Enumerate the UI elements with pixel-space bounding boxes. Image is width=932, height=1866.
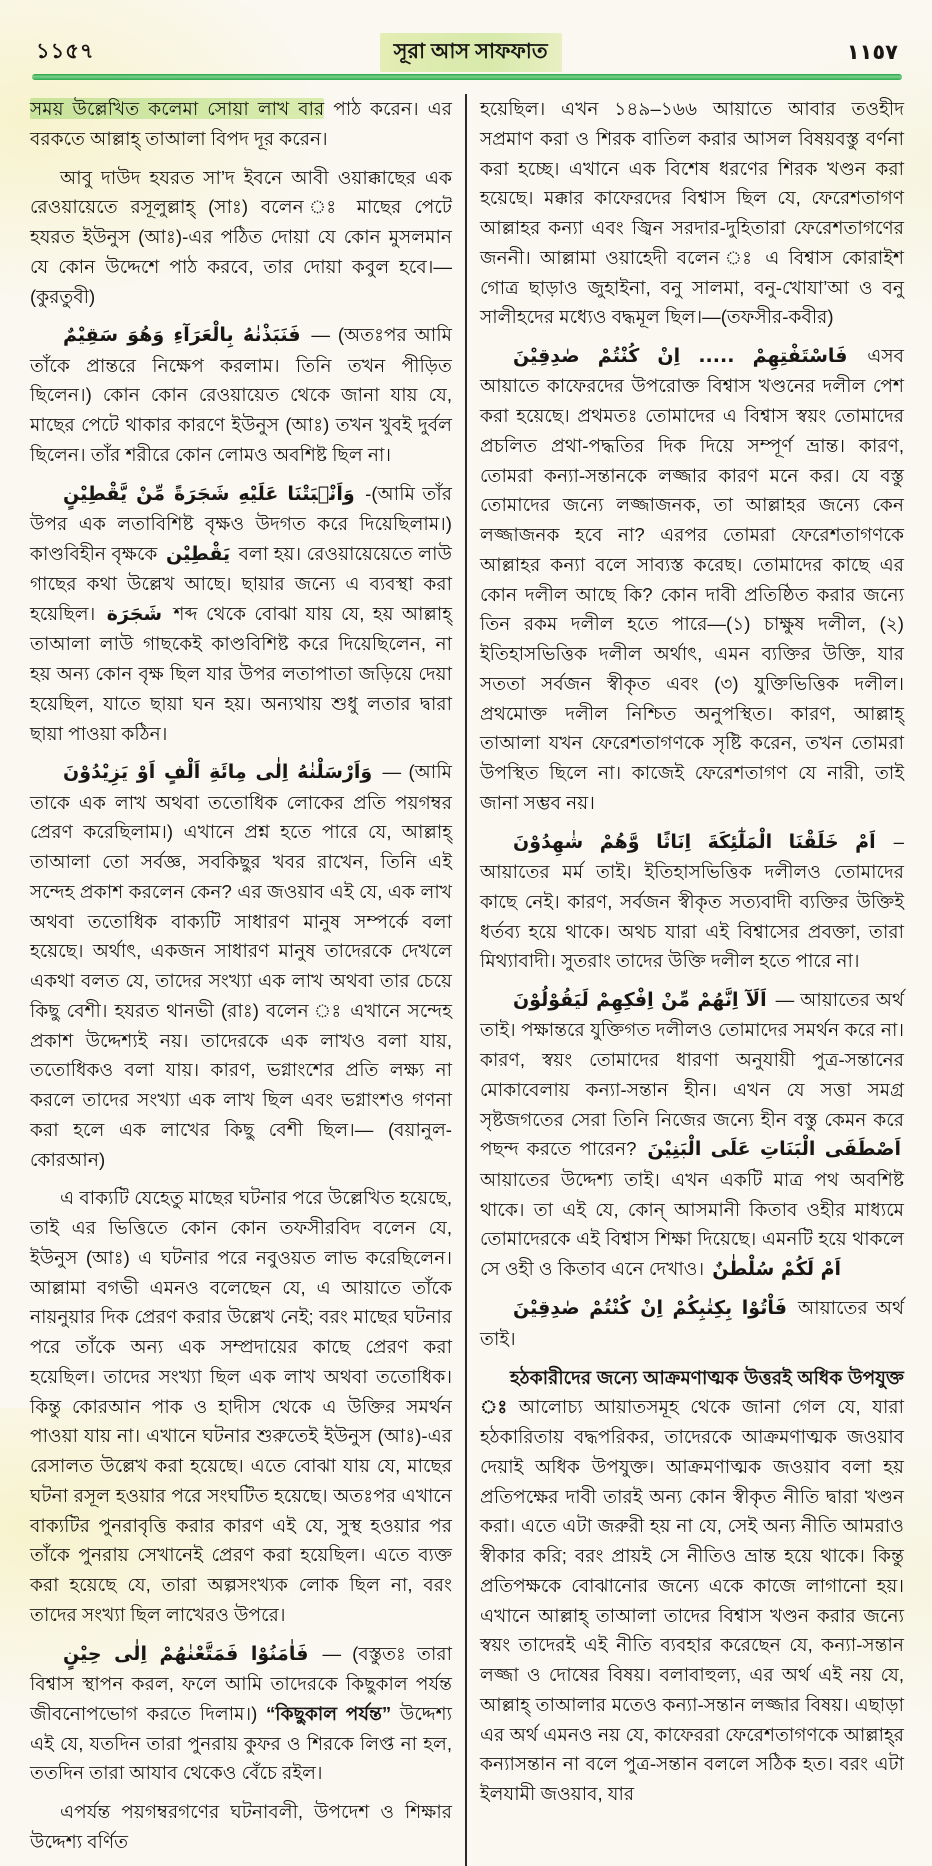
paragraph — [30, 320, 452, 469]
paragraph — [480, 827, 904, 976]
arabic-quote: فَاْتُوْا بِكِتٰبِكُمْ اِنْ كُنْتُمْ صٰدِقِيْنَ — [513, 1297, 787, 1320]
header-rule — [32, 74, 902, 80]
text-run: — (অতঃপর আমি তাঁকে প্রান্তরে নিক্ষেপ করলাম। তিনি তখন পীড়িত ছিলেন।) কোন কোন রেওয়ায়েত থেকে জানা যায় যে, মাছের পেটে থাকার কারণে ইউনুস (আঃ) তখন খুবই দুর্বল ছিলেন। তাঁর শরীরে কোন লোমও অবশিষ্ট ছিল না। — [30, 324, 453, 465]
arabic-quote: فَاٰمَنُوْا فَمَتَّعْنٰهُمْ اِلٰى حِيْنٍ — [63, 1642, 309, 1665]
arabic-quote: يَقْطِيْن — [165, 542, 231, 565]
page-title: সূরা আস সাফফাত — [380, 33, 562, 72]
paragraph — [480, 985, 904, 1284]
paragraph — [30, 1797, 452, 1857]
paragraph — [30, 94, 452, 154]
text-run: এসব আয়াতে কাফেরদের উপরোক্ত বিশ্বাস খণ্ডনের দলীল পেশ করা হয়েছে। প্রথমতঃ তোমাদের এ বিশ্বাস স্বয়ং তোমাদের প্রচলিত প্রথা-পদ্ধতির দিক দিয়ে সম্পূর্ণ ভ্রান্ত। কারণ, তোমরা কন্যা-সন্তানকে লজ্জার কারণ মনে কর। যে বস্তু তোমাদের জন্যে লজ্জাজনক, তা আল্লাহর জন্যে কেন লজ্জাজনক হবে না? এরপর তোমরা ফেরেশতাগণকে আল্লাহর কন্যা বলে সাব্যস্ত করেছ। তোমাদের কাছে এর কোন দলীল আছে কি? কোন দাবী প্রতিষ্ঠিত করার জন্যে তিন রকম দলীল হতে পারে—(১) চাক্ষুষ দলীল, (২) ইতিহাসভিত্তিক দলীল অর্থাৎ, এমন ব্যক্তির উক্তি, যার সততা সর্বজন স্বীকৃত এবং (৩) যুক্তিভিত্তিক দলীল। প্রথমোক্ত দলীল নিশ্চিত অনুপস্থিত। কারণ, আল্লাহ্ তাআলা যখন ফেরেশতাগণকে সৃষ্টি করেন, তখন তোমরা উপস্থিত ছিলে না। কাজেই ফেরেশতাগণ যে নারী, তাই জানা সম্ভব নয়। — [480, 345, 904, 813]
paragraph — [480, 94, 904, 332]
text-run: আলোচ্য আয়াতসমূহ থেকে জানা গেল যে, যারা হঠকারিতায় বদ্ধপরিকর, তাদেরকে আক্রমণাত্মক জওয়াব দেয়াই অধিক উপযুক্ত। আক্রমণাত্মক জওয়াব বলা হয় প্রতিপক্ষের দাবী তারই অন্য কোন স্বীকৃত নীতি দ্বারা খণ্ডন করা। এতে এটা জরুরী হয় না যে, সেই অন্য নীতি আমরাও স্বীকার করি; বরং প্রায়ই সে নীতিও ভ্রান্ত হয়ে থাকে। কিন্তু প্রতিপক্ষকে বোঝানোর জন্যে একে কাজে লাগানো হয়। এখানে আল্লাহ্ তাআলা তাদের বিশ্বাস খণ্ডন করার জন্যে স্বয়ং তাদেরই এই নীতি ব্যবহার করেছেন যে, কন্যা-সন্তান লজ্জা ও দোষের বিষয়। বলাবাহুল্য, এর অর্থ এই নয় যে, আল্লাহ্ তাআলার মতেও কন্যা-সন্তান লজ্জার বিষয়। এছাড়া এর অর্থ এমনও নয় যে, কাফেররা ফেরেশতাগণকে আল্লাহ্‌র কন্যাসন্তান না বলে পুত্র-সন্তান বললে সঠিক হত। বরং এটা ইলযামী জওয়াব, যার — [480, 1396, 904, 1805]
page-header — [36, 34, 898, 70]
paragraph — [30, 757, 452, 1174]
paragraph — [480, 1293, 904, 1353]
text-run: হঠকারীদের জন্যে আক্রমণাত্মক উত্তরই অধিক উপযুক্ত ঃ — [480, 1366, 904, 1418]
text-run: আবু দাউদ হযরত সা’দ ইবনে আবী ওয়াক্কাছের এক রেওয়ায়েতে রসূলুল্লাহ্ (সাঃ) বলেন ঃ মাছের পেটে হযরত ইউনুস (আঃ)-এর পঠিত দোয়া যে কোন মুসলমান যে কোন উদ্দেশে পাঠ করবে, তার দোয়া কবুল হবে।—(কুরতুবী) — [30, 166, 452, 307]
column-left — [30, 94, 467, 1866]
text-run: উদ্দেশ্য এই যে, যতদিন তারা পুনরায় কুফর ও শিরকে লিপ্ত না হল, ততদিন তারা আযাব থেকেও বেঁচে রইল। — [30, 1702, 452, 1784]
text-run: এপর্যন্ত পয়গম্বরগণের ঘটনাবলী, উপদেশ ও শিক্ষার উদ্দেশ্য বর্ণিত — [30, 1801, 452, 1852]
paragraph — [480, 341, 904, 818]
text-run: — আয়াতের অর্থ তাই। পক্ষান্তরে যুক্তিগত দলীলও তোমাদের সমর্থন করে না। কারণ, স্বয়ং তোমাদের ধারণা অনুযায়ী পুত্র-সন্তানের মোকাবেলায় কন্যা-সন্তান হীন। এখন যে সত্তা সমগ্র সৃষ্টজগতের সেরা তিনি নিজের জন্যে হীন বস্তু কেমন করে পছন্দ করতে পারেন? — [480, 989, 904, 1160]
text-columns — [30, 94, 904, 1866]
paragraph — [480, 1363, 904, 1809]
arabic-quote: اَمْ خَلَقْنَا الْمَلٰٓئِكَةَ اِنَاثًا وَّهُمْ شٰهِدُوْنَ — [513, 830, 876, 853]
text-run: শব্দ থেকে বোঝা যায় যে, হয় আল্লাহ্ তাআলা লাউ গাছকেই কাণ্ডবিশিষ্ট করে দিয়েছিলেন, না হয় অন্য কোন বৃক্ষ ছিল যার উপর লতাপাতা জড়িয়ে দেয়া হয়েছিল, যাতে ছায়া ঘন হয়। অন্যথায় শুধু লতার দ্বারা ছায়া পাওয়া কঠিন। — [30, 602, 453, 744]
paragraph — [30, 1639, 452, 1788]
text-run: পাঠ করেন। এর বরকতে আল্লাহ্ তাআলা বিপদ দূর করেন। — [30, 98, 452, 149]
text-run: আয়াতের উদ্দেশ্য তাই। এখন একটি মাত্র পথ অবশিষ্ট থাকে। তা এই যে, কোন্ আসমানী কিতাব ওহীর মাধ্যমে তোমাদেরকে এই বিশ্বাস শিক্ষা দিয়েছে। এমনটি হয়ে থাকলে সে ওহী ও কিতাব এনে দেখাও। — [480, 1168, 904, 1280]
arabic-quote: شَجَرَة — [106, 602, 163, 625]
page-number-left: ১১৫৭ — [36, 39, 95, 63]
paragraph — [30, 1183, 452, 1629]
page-title-wrap — [95, 33, 847, 72]
text-run: এ বাক্যটি যেহেতু মাছের ঘটনার পরে উল্লেখিত হয়েছে, তাই এর ভিত্তিতে কোন কোন তফসীরবিদ বলেন যে, ইউনুস (আঃ) এ ঘটনার পরে নবুওয়ত লাভ করেছিলেন। আল্লামা বগভী এমনও বলেছেন যে, এ আয়াতে তাঁকে নায়নুয়ার দিক প্রেরণ করার উল্লেখ নেই; বরং মাছের ঘটনার পরে তাঁকে অন্য এক সম্প্রদায়ের কাছে প্রেরণ করা হয়েছিল। তাদের সংখ্যা ছিল এক লাখ অথবা ততোধিক। কিন্তু কোরআন পাক ও হাদীস থেকে এ উক্তির সমর্থন পাওয়া যায় না। এখানে ঘটনার শুরুতেই ইউনুস (আঃ)-এর রেসালত উল্লেখ করা হয়েছে। এতে বোঝা যায় যে, মাছের ঘটনা রসূল হওয়ার পরে সংঘটিত হয়েছে। অতঃপর এখানে বাক্যটির পুনরাবৃত্তি করার কারণ এই যে, সুস্থ হওয়ার পর তাঁকে পুনরায় সেখানেই প্রেরণ করা হয়েছিল। এতে ব্যক্ত করা হয়েছে যে, তারা অল্পসংখ্যক লোক ছিল না, বরং তাদের সংখ্যা ছিল লাখেরও উপরে। — [30, 1187, 452, 1625]
text-run: — (বস্তুতঃ তারা বিশ্বাস স্থাপন করল, ফলে আমি তাদেরকে কিছুকাল পর্যন্ত জীবনোপভোগ করতে দিলাম।) — [30, 1642, 452, 1724]
arabic-quote: وَاَرْسَلْنٰهُ اِلٰى مِائَةِ اَلْفٍ اَوْ يَزِيْدُوْنَ — [63, 761, 373, 784]
text-run: — (আমি তাকে এক লাখ অথবা ততোধিক লোকের প্রতি পয়গম্বর প্রেরণ করেছিলাম।) এখানে প্রশ্ন হতে পারে যে, আল্লাহ্ তাআলা তো সর্বজ্ঞ, সবকিছুর খবর রাখেন, তিনি এই সন্দেহ প্রকাশ করলেন কেন? এর জওয়াব এই যে, এক লাখ অথবা ততোধিক বাক্যটি সাধারণ মানুষ সম্পর্কে বলা হয়েছে। অর্থাৎ, একজন সাধারণ মানুষ তাদেরকে দেখলে একথা বলত যে, তাদের সংখ্যা এক লাখ অথবা তার চেয়ে কিছু বেশী। হযরত থানভী (রাঃ) বলেন ঃ এখানে সন্দেহ প্রকাশ উদ্দেশ্যই নয়। তাদেরকে এক লাখও বলা যায়, ততোধিকও বলা যায়। কারণ, ভগ্নাংশের প্রতি লক্ষ্য না করলে তাদের সংখ্যা এক লাখ ছিল এবং ভগ্নাংশও গণনা করা হলে এক লাখের কিছু বেশী ছিল।— (বয়ানুল-কোরআন) — [30, 761, 452, 1170]
arabic-quote: اَمْ لَكُمْ سُلْطٰنٌ — [712, 1258, 842, 1281]
arabic-quote: فَاسْتَفْتِهِمْ ..... اِنْ كُنْتُمْ صٰدِقِيْنَ — [513, 345, 848, 367]
text-run: আয়াতের অর্থ তাই। — [480, 1297, 904, 1349]
text-run: হয়েছিল। এখন ১৪৯–১৬৬ আয়াতে আবার তওহীদ সপ্রমাণ করা ও শিরক বাতিল করার আসল বিষয়বস্তু বর্ণনা করা হচ্ছে। এখানে এক বিশেষ ধরণের শিরক খণ্ডন করা হয়েছে। মক্কার কাফেরদের বিশ্বাস ছিল যে, ফেরেশতাগণ আল্লাহর কন্যা এবং জ্বিন সরদার-দুহিতারা ফেরেশতাগণের জননী। আল্লামা ওয়াহেদী বলেন ঃ এ বিশ্বাস কোরাইশ গোত্র ছাড়াও জুহাইনা, বনু সালমা, বনু-খোযা’আ ও বনু সালীহদের মধ্যেও বদ্ধমূল ছিল।—(তফসীর-কবীর) — [480, 98, 904, 328]
paragraph — [30, 479, 452, 749]
column-right — [467, 94, 904, 1866]
arabic-quote: اَلَآ اِنَّهُمْ مِّنْ اِفْكِهِمْ لَيَقُوْلُوْنَ — [513, 989, 767, 1012]
paragraph — [30, 163, 452, 312]
arabic-quote: اَصْطَفَى الْبَنَاتِ عَلَى الْبَنِيْنَ — [647, 1138, 901, 1161]
text-run: বলা হয়। রেওয়ায়েয়েতে লাউ গাছের কথা উল্লেখ আছে। ছায়ার জন্যে এ ব্যবস্থা করা হয়েছিল। — [30, 542, 453, 624]
arabic-quote: فَنَبَذْنٰهُ بِالْعَرَآءِ وَهُوَ سَقِيْمٌ — [63, 324, 301, 347]
arabic-quote: وَاَنْۢبَتْنَا عَلَيْهِ شَجَرَةً مِّنْ يَّقْطِيْنٍ — [63, 482, 355, 505]
page-number-right: ١١٥٧ — [846, 40, 898, 64]
text-run: – আয়াতের মর্ম তাই। ইতিহাসভিত্তিক দলীলও তোমাদের কাছে নেই। কারণ, সর্বজন স্বীকৃত সত্যবাদী ব্যক্তির উক্তিই ধর্তব্য হয়ে থাকে। অথচ যারা এই বিশ্বাসের প্রবক্তা, তারা মিথ্যাবাদী। সুতরাং তাদের উক্তি দলীল হতে পারে না। — [480, 830, 904, 972]
text-run: -(আমি তাঁর উপর এক লতাবিশিষ্ট বৃক্ষও উদগত করে দিয়েছিলাম।) কাণ্ডবিহীন বৃক্ষকে — [30, 482, 452, 564]
text-run: “কিছুকাল পর্যন্ত” — [265, 1702, 392, 1724]
highlighted-text-run: সময় উল্লেখিত কলেমা সোয়া লাখ বার — [30, 98, 325, 119]
